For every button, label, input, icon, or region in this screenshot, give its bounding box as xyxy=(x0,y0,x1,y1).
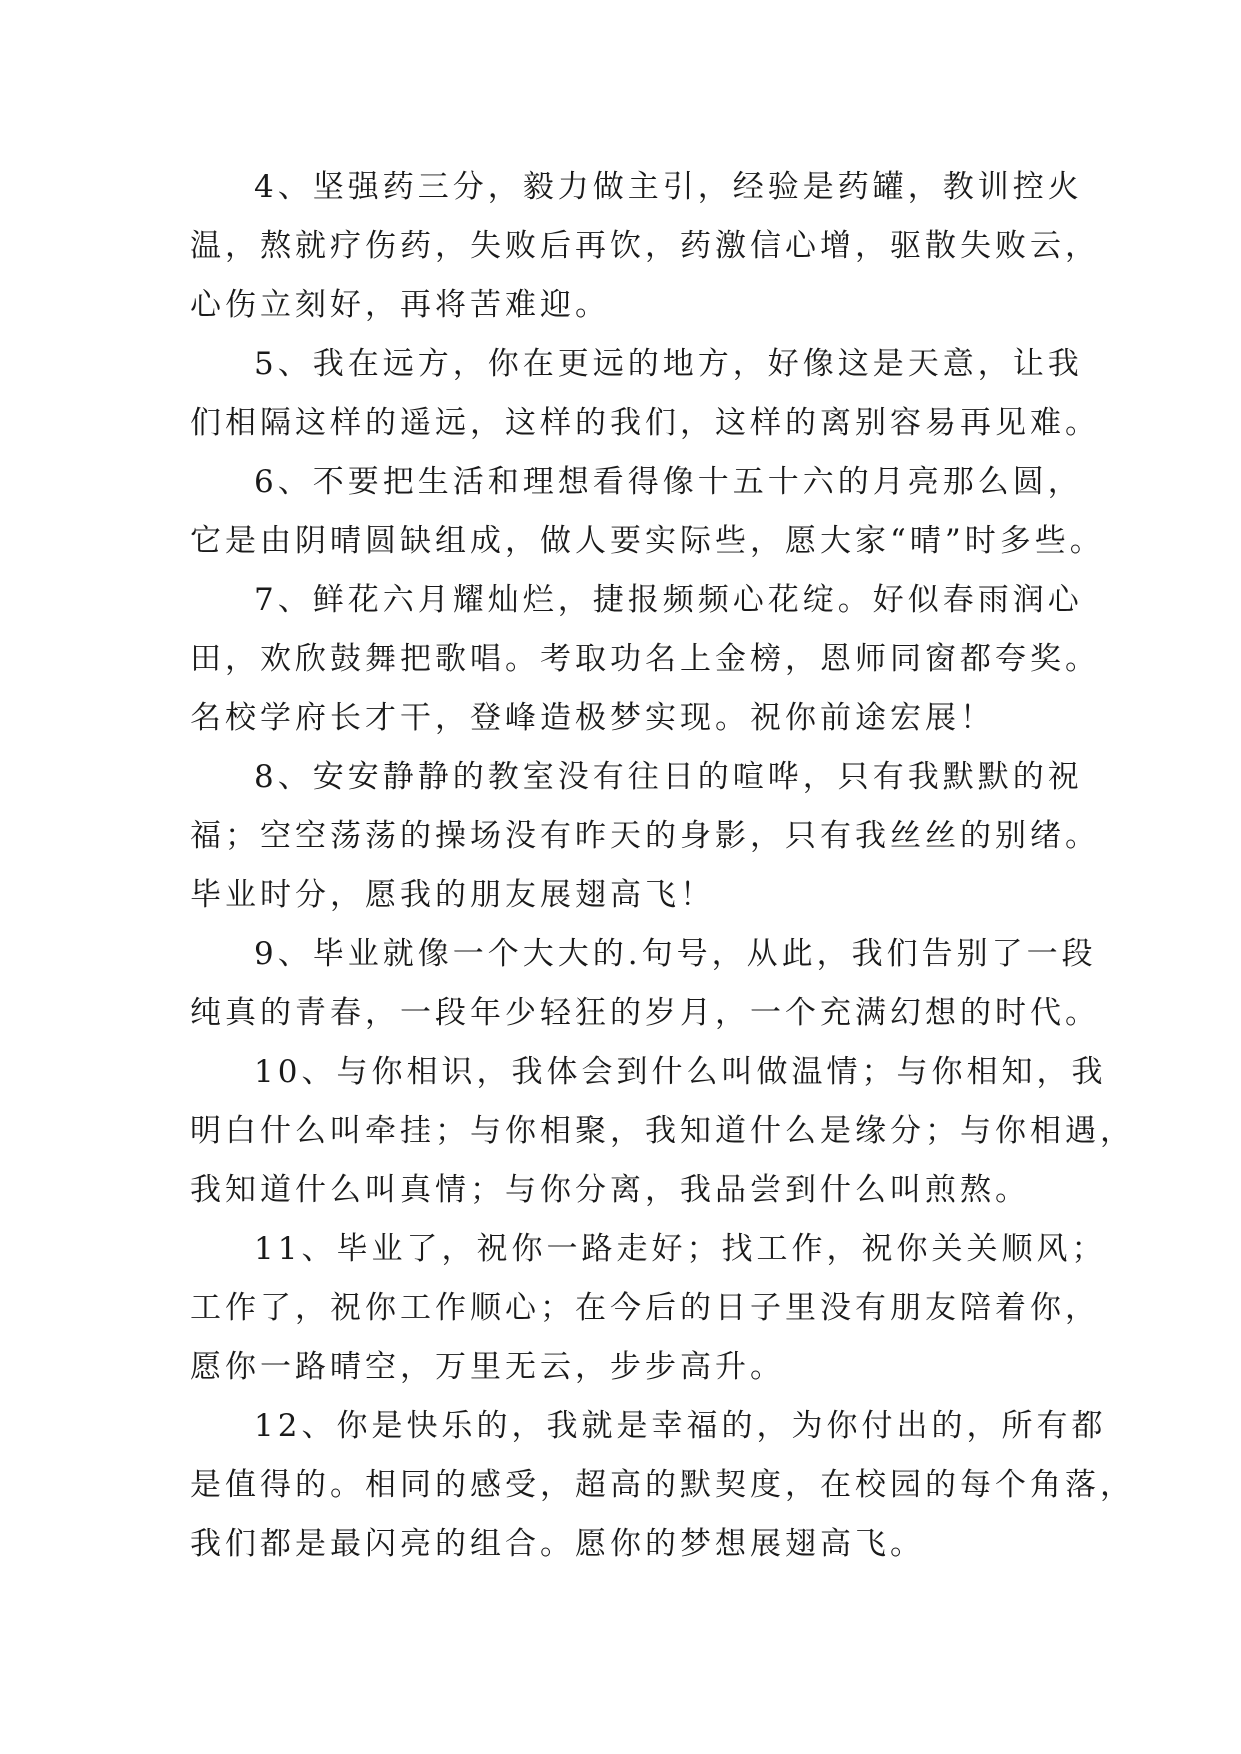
paragraph-line: 11、毕业了，祝你一路走好；找工作，祝你关关顺风； xyxy=(254,1231,1107,1267)
paragraph-5 xyxy=(190,335,1100,453)
paragraph-line: 福；空空荡荡的操场没有昨天的身影，只有我丝丝的别绪。 xyxy=(190,818,1100,854)
paragraph-10 xyxy=(190,1043,1135,1220)
paragraph-line: 名校学府长才干，登峰造极梦实现。祝你前途宏展！ xyxy=(190,700,995,736)
paragraph-line: 温，熬就疗伤药，失败后再饮，药激信心增，驱散失败云， xyxy=(190,228,1100,264)
paragraph-line: 们相隔这样的遥远，这样的我们，这样的离别容易再见难。 xyxy=(190,405,1100,441)
paragraph-line: 田，欢欣鼓舞把歌唱。考取功名上金榜，恩师同窗都夸奖。 xyxy=(190,641,1100,677)
paragraph-line: 7、鲜花六月耀灿烂，捷报频频心花绽。好似春雨润心 xyxy=(254,582,1083,618)
paragraph-4 xyxy=(190,158,1100,335)
paragraph-8 xyxy=(190,748,1100,925)
paragraph-line: 我知道什么叫真情；与你分离，我品尝到什么叫煎熬。 xyxy=(190,1172,1030,1208)
paragraph-line: 明白什么叫牵挂；与你相聚，我知道什么是缘分；与你相遇， xyxy=(190,1113,1135,1149)
paragraph-line: 9、毕业就像一个大大的.句号，从此，我们告别了一段 xyxy=(254,936,1097,972)
paragraph-line: 心伤立刻好，再将苦难迎。 xyxy=(190,287,610,323)
paragraph-line: 10、与你相识，我体会到什么叫做温情；与你相知，我 xyxy=(254,1054,1107,1090)
paragraph-line: 工作了，祝你工作顺心；在今后的日子里没有朋友陪着你， xyxy=(190,1290,1100,1326)
paragraph-line: 12、你是快乐的，我就是幸福的，为你付出的，所有都 xyxy=(254,1408,1107,1444)
paragraph-line: 它是由阴晴圆缺组成，做人要实际些，愿大家“晴”时多些。 xyxy=(190,523,1105,559)
paragraph-line: 8、安安静静的教室没有往日的喧哗，只有我默默的祝 xyxy=(254,759,1083,795)
paragraph-line: 4、坚强药三分，毅力做主引，经验是药罐，教训控火 xyxy=(254,169,1083,205)
paragraph-6 xyxy=(190,453,1105,571)
paragraph-11 xyxy=(190,1220,1107,1397)
paragraph-line: 愿你一路晴空，万里无云，步步高升。 xyxy=(190,1349,785,1385)
paragraph-line: 毕业时分，愿我的朋友展翅高飞！ xyxy=(190,877,715,913)
paragraph-line: 5、我在远方，你在更远的地方，好像这是天意，让我 xyxy=(254,346,1083,382)
paragraph-9 xyxy=(190,925,1100,1043)
paragraph-line: 纯真的青春，一段年少轻狂的岁月，一个充满幻想的时代。 xyxy=(190,995,1100,1031)
paragraph-line: 我们都是最闪亮的组合。愿你的梦想展翅高飞。 xyxy=(190,1526,925,1562)
paragraph-line: 6、不要把生活和理想看得像十五十六的月亮那么圆， xyxy=(254,464,1083,500)
paragraph-12 xyxy=(190,1397,1135,1574)
paragraph-7 xyxy=(190,571,1100,748)
document-body xyxy=(190,158,1135,1574)
paragraph-line: 是值得的。相同的感受，超高的默契度，在校园的每个角落， xyxy=(190,1467,1135,1503)
